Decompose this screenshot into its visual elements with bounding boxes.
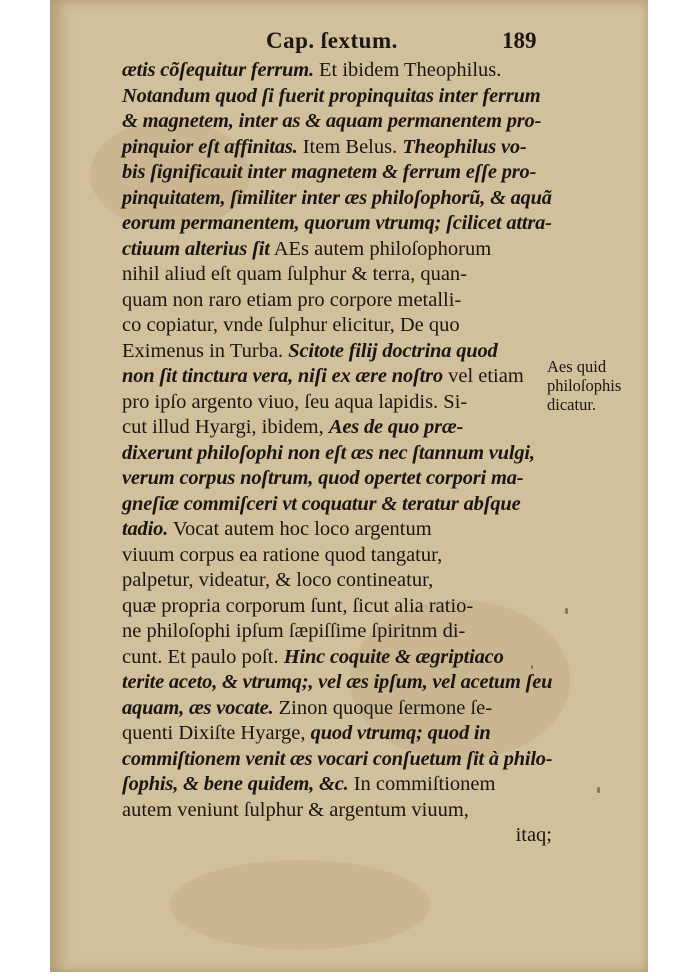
text-line (122, 823, 552, 849)
roman-run: quenti Dixiſte Hyarge, (122, 722, 311, 744)
roman-run: cunt. Et paulo poſt. (122, 645, 284, 668)
text-line (122, 696, 552, 722)
text-line (122, 339, 552, 365)
margin-note-line: philoſophis (547, 376, 622, 395)
italic-run: quod vtrumq; quod in (310, 722, 491, 744)
text-line (122, 160, 552, 186)
text-line (122, 364, 552, 390)
italic-run: pinquitatem, ſimiliter inter æs philoſophorũ, & aquã (122, 186, 552, 209)
text-line (122, 670, 551, 696)
text-line (122, 109, 552, 135)
roman-run: ne philoſophi ipſum ſæpiſſime ſpiritnm di- (122, 620, 466, 642)
ink-speck (597, 787, 600, 793)
roman-run: Et ibidem Theophilus. (313, 59, 502, 81)
paper-stain (170, 860, 430, 950)
text-line (122, 747, 553, 773)
text-line (122, 186, 552, 212)
roman-run: cut illud Hyargi, ibidem, (122, 416, 329, 438)
text-line (122, 492, 552, 518)
italic-run: Scitote filij doctrina quod (288, 339, 498, 362)
roman-run: co copiatur, vnde ſulphur elicitur, De quo (122, 314, 460, 336)
italic-run: eorum permanentem, quorum vtrumq; ſcilicet attra- (122, 212, 552, 234)
text-line (122, 543, 552, 569)
text-line (122, 798, 552, 824)
margin-note-line: Aes quid (547, 357, 607, 376)
text-line (122, 415, 552, 441)
body-text (122, 58, 552, 849)
text-line (122, 466, 552, 492)
italic-run: ætis cõſequitur ferrum. (122, 59, 314, 81)
text-line (122, 262, 552, 288)
roman-run: viuum corpus ea ratione quod tangatur, (122, 543, 443, 566)
text-line (122, 441, 552, 467)
text-line (122, 84, 552, 110)
roman-run: vel etiam (442, 365, 524, 387)
italic-run: tadio. (122, 518, 169, 540)
roman-run: Eximenus in Turba. (122, 339, 289, 362)
italic-run: pinquior eſt affinitas. (122, 135, 298, 158)
roman-run: AEs autem philoſophorum (269, 237, 492, 260)
italic-run: ctiuum alterius ſit (122, 237, 270, 260)
text-line (122, 135, 552, 161)
roman-run: Zinon quoque ſermone ſe- (273, 696, 493, 719)
text-line (122, 568, 552, 594)
text-line (122, 772, 552, 798)
text-line (122, 211, 552, 237)
roman-run: quæ propria corporum ſunt, ſicut alia ratio- (122, 594, 474, 617)
text-line (122, 619, 552, 645)
italic-run: bis ſignificauit inter magnetem & ferrum eſſe pro- (122, 161, 537, 183)
roman-run: Vocat autem hoc loco argentum (168, 518, 432, 540)
italic-run: ſophis, & bene quidem, &c. (122, 773, 349, 795)
italic-run: Aes de quo præ- (328, 416, 464, 438)
roman-run: quam non raro etiam pro corpore metalli- (122, 288, 462, 311)
text-line (122, 390, 552, 416)
page-header (50, 28, 648, 58)
text-line (122, 313, 552, 339)
running-head: Cap. ſextum. (266, 28, 398, 53)
margin-note-line: dicatur. (547, 395, 597, 414)
italic-run: Theophilus vo- (402, 135, 527, 158)
italic-run: & magnetem, inter as & aquam permanentem pro- (122, 110, 542, 132)
text-line (122, 517, 552, 543)
italic-run: commiſtionem venit æs vocari conſuetum ſit à philo- (122, 747, 553, 770)
italic-run: dixerunt philoſophi non eſt æs nec ſtannum vulgi, (122, 441, 535, 464)
roman-run: autem veniunt ſulphur & argentum viuum, (122, 798, 469, 821)
text-line (122, 288, 552, 314)
roman-run: palpetur, videatur, & loco contineatur, (122, 569, 434, 591)
italic-run: verum corpus noſtrum, quod opertet corpori ma- (122, 467, 524, 489)
roman-run: pro ipſo argento viuo, ſeu aqua lapidis. Si- (122, 390, 468, 413)
book-page (50, 0, 648, 972)
roman-run: Item Belus. (297, 135, 403, 158)
roman-run: nihil aliud eſt quam ſulphur & terra, quan- (122, 263, 467, 285)
ink-speck (565, 608, 568, 614)
italic-run: terite aceto, & vtrumq;, vel æs ipſum, vel acetum ſeu (122, 671, 553, 693)
text-line (122, 58, 552, 84)
italic-run: Hinc coquite & ægriptiaco (283, 645, 504, 668)
text-line (122, 721, 552, 747)
text-line (122, 645, 552, 671)
italic-run: gneſiæ commiſceri vt coquatur & teratur abſque (122, 492, 521, 515)
italic-run: non ſit tinctura vera, niſi ex ære noſtro (122, 365, 443, 387)
roman-run: In commiſtionem (348, 773, 496, 795)
italic-run: aquam, æs vocate. (122, 696, 274, 719)
italic-run: Notandum quod ſi fuerit propinquitas inter ferrum (122, 84, 541, 107)
margin-note (547, 357, 647, 414)
text-line (122, 237, 552, 263)
text-line (122, 594, 552, 620)
page-number: 189 (502, 28, 537, 53)
roman-run: itaq; (515, 824, 552, 846)
